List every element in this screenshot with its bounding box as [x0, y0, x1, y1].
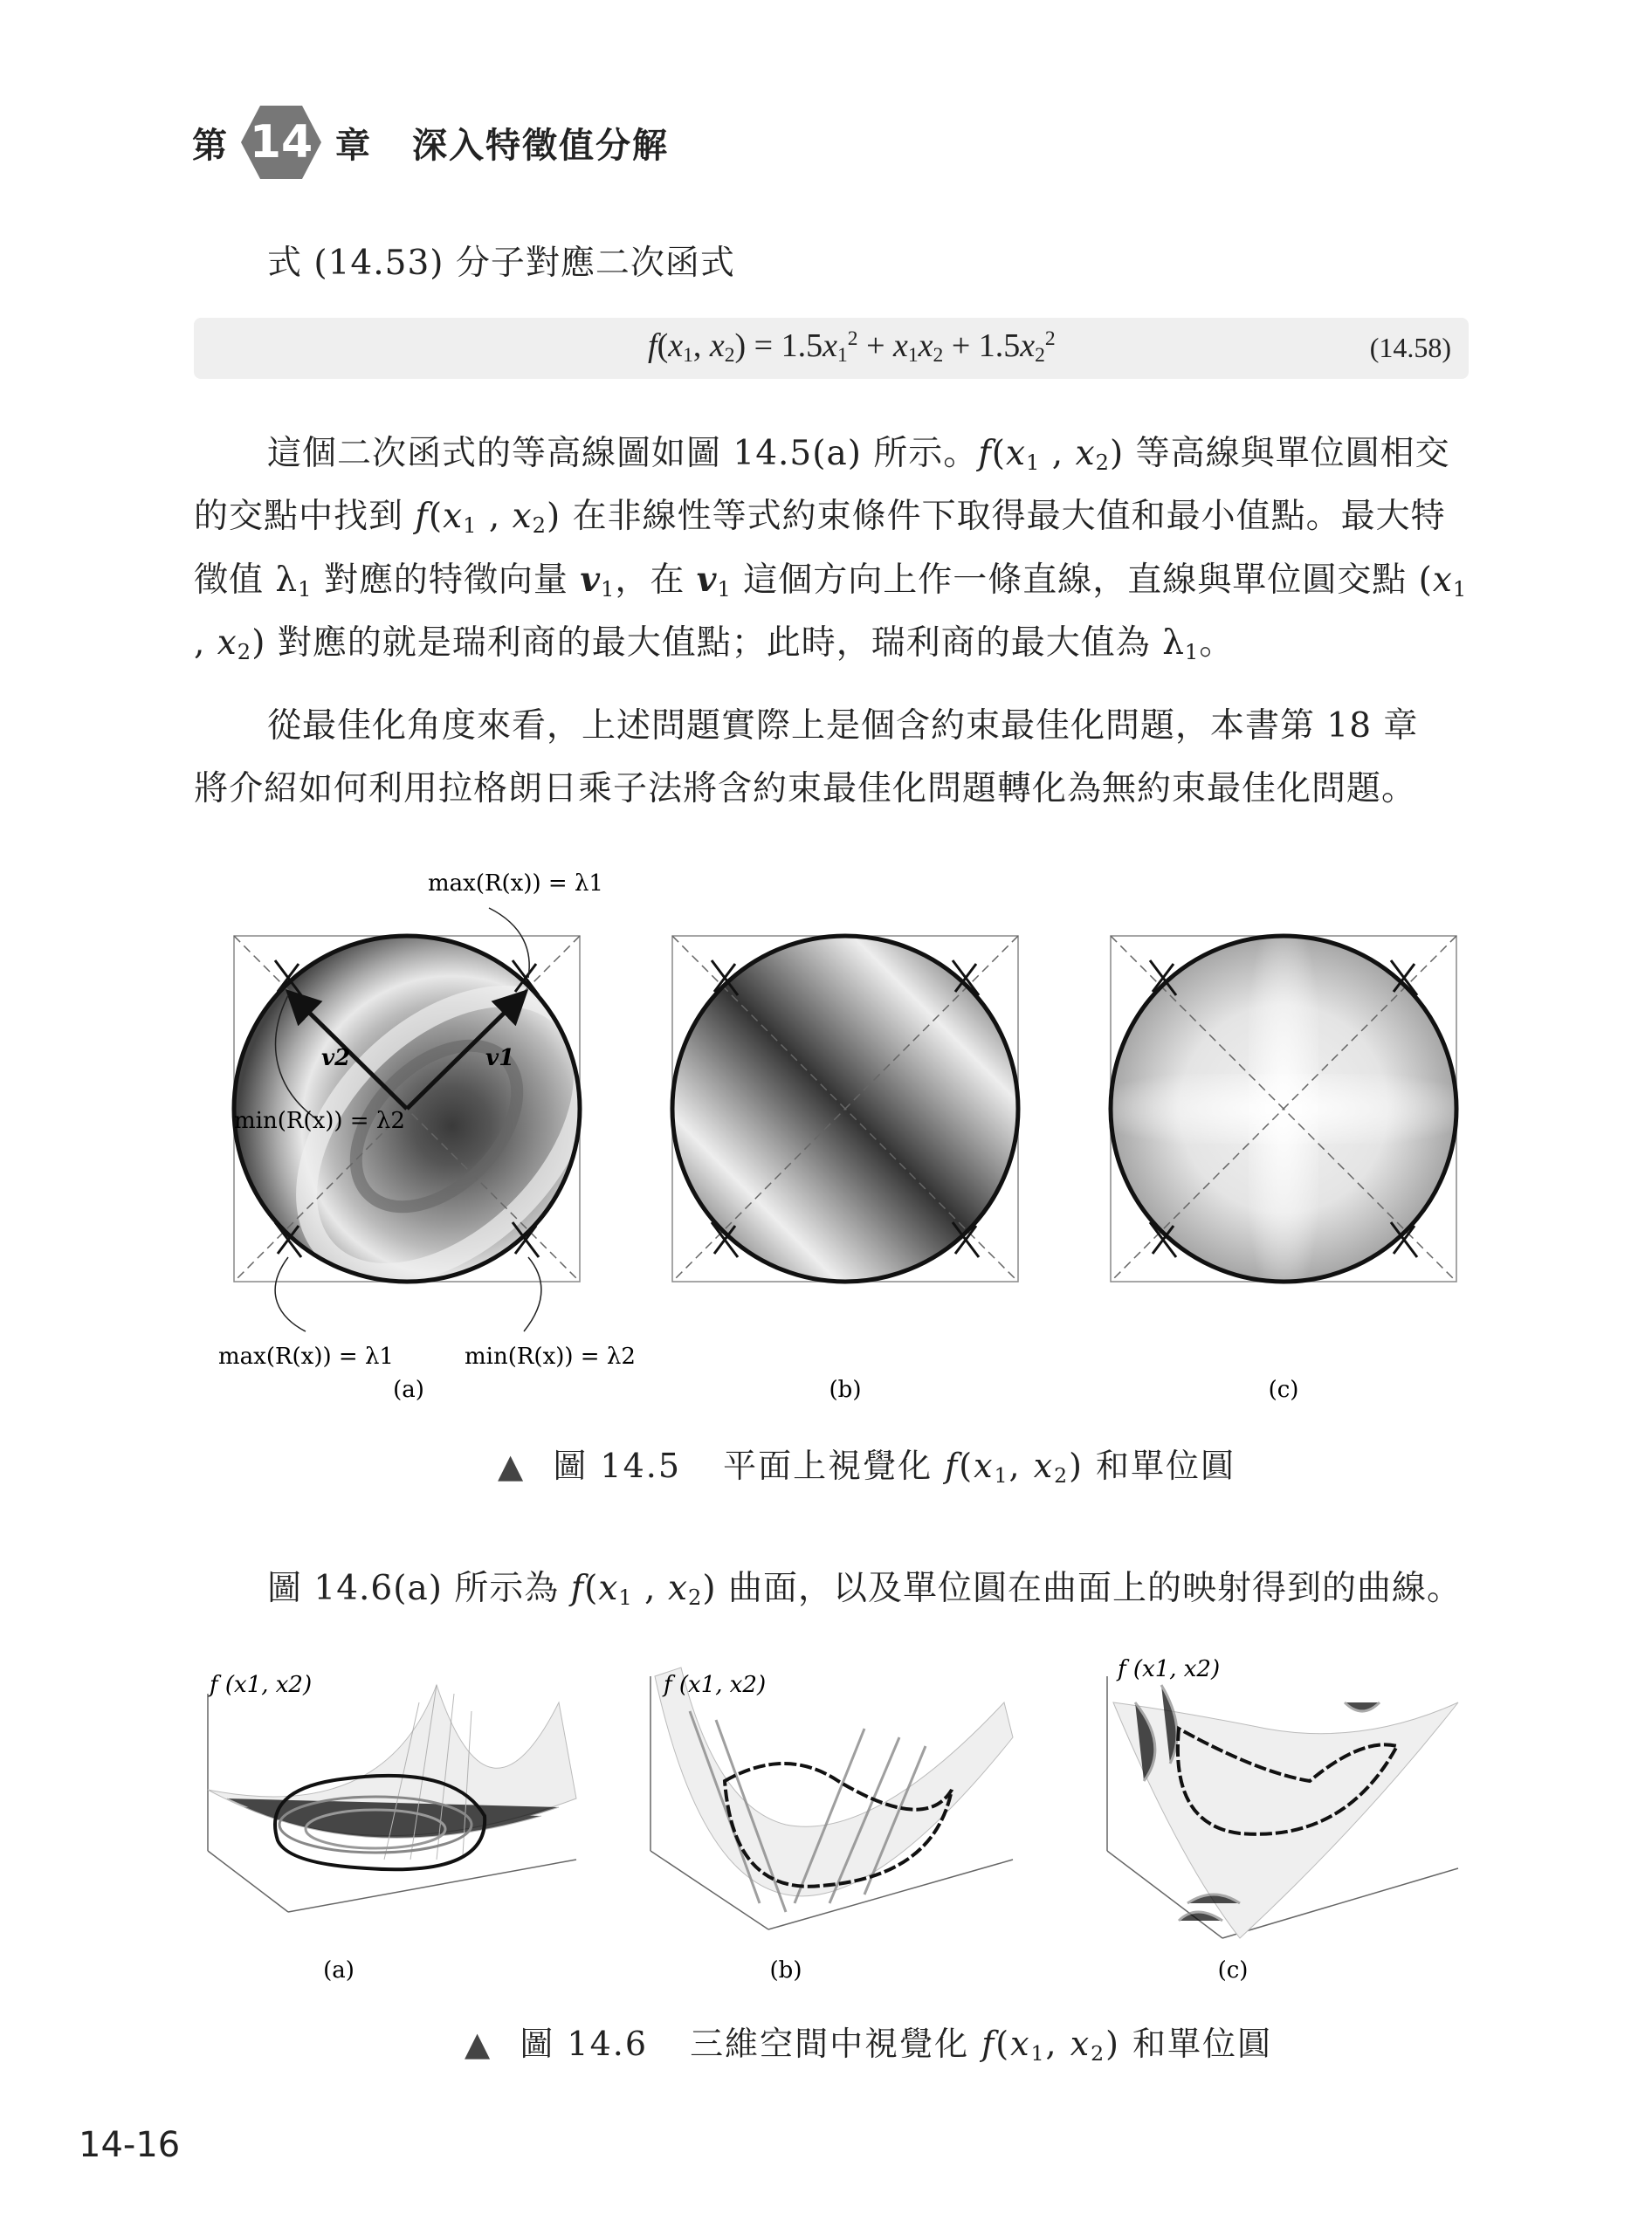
- surface-panel-a: [208, 1685, 576, 1912]
- fig6-axis-label-b: f (x1, x2): [664, 1672, 767, 1698]
- caption-label: 圖 14.6: [520, 2025, 649, 2063]
- chapter-number: 14: [249, 116, 313, 168]
- caption-14-6: [465, 2017, 1272, 2065]
- caption-label: 圖 14.5: [553, 1447, 682, 1485]
- text-segment: 平面上視覺化: [723, 1447, 946, 1485]
- chapter-number-badge: [239, 104, 323, 181]
- panel-b-contour: [672, 936, 1018, 1282]
- annotation-min-left: min(R(x)) = λ2: [234, 1108, 405, 1134]
- caption-text: 三維空間中視覺化 $f(x_1$, $x_2$) 和單位圓: [690, 2025, 1273, 2066]
- equation-formula: $f(x_1$, $x_2) = 1.5x_1^2 + x_1x_2 + 1.5x_2^2$: [648, 327, 1056, 367]
- equation-box: [194, 318, 1469, 379]
- fig6-axis-label-a: f (x1, x2): [210, 1672, 313, 1698]
- text-segment: 。: [1199, 623, 1235, 663]
- fig6-panel-label-a: (a): [323, 1957, 354, 1984]
- annotation-max-bottom: max(R(x)) = λ1: [218, 1344, 394, 1370]
- annotation-min-bottom: min(R(x)) = λ2: [465, 1344, 636, 1370]
- text-segment: ，在: [615, 560, 697, 600]
- annotation-max-top: max(R(x)) = λ1: [428, 870, 603, 897]
- paragraph-3: 圖 14.6(a) 所示為 $f(x_1$ , $x_2$) 曲面，以及單位圓在曲面上的映射得到的曲線。: [267, 1569, 1462, 1611]
- para1-line3: 徵值 $\lambda_1$ 對應的特徵向量 $v_1$，在 $v_1$ 這個方向上作一條直線，直線與單位圓交點 ($x_1$: [194, 560, 1468, 602]
- text-segment: 這個方向上作一條直線，直線與單位圓交點 (: [731, 560, 1433, 600]
- label-v2: v2: [321, 1045, 351, 1071]
- chapter-prefix: 第: [192, 125, 227, 166]
- text-segment: 曲面，以及單位圓在曲面上的映射得到的曲線。: [716, 1569, 1462, 1608]
- panel-c-contour: [1111, 936, 1456, 1282]
- figure-14-6: [0, 1650, 1652, 1999]
- text-segment: 和單位圓: [1119, 2025, 1273, 2063]
- surface-panel-c: [1107, 1676, 1458, 1938]
- page-number: 14-16: [79, 2125, 181, 2165]
- chapter-suffix: 章: [335, 125, 370, 166]
- paragraph-2: [194, 695, 1477, 821]
- text-segment: 等高線與單位圓相交: [1124, 434, 1450, 473]
- caption-text: 平面上視覺化 $f(x_1$, $x_2$) 和單位圓: [723, 1447, 1236, 1488]
- fig6-panel-label-b: (b): [769, 1957, 802, 1984]
- para1-line1: 這個二次函式的等高線圖如圖 14.5(a) 所示。$f(x_1$ , $x_2$) 等高線與單位圓相交: [267, 434, 1450, 476]
- intro-line: [267, 232, 735, 295]
- text-segment: 徵值: [194, 560, 276, 600]
- text-segment: 在非線性等式約束條件下取得最大值和最小值點。最大特: [561, 497, 1446, 536]
- text-segment: ,: [194, 623, 217, 663]
- intro-text: 式 (14.53) 分子對應二次函式: [267, 244, 735, 283]
- para1-line4: , $x_2$) 對應的就是瑞利商的最大值點；此時，瑞利商的最大值為 $\lambda_1$。: [194, 623, 1235, 665]
- caption-14-5: [498, 1439, 1236, 1487]
- triangle-icon: ▲: [465, 2025, 492, 2063]
- label-v1: v1: [485, 1045, 515, 1071]
- fig6-axis-label-c: f (x1, x2): [1118, 1656, 1221, 1682]
- surface-panel-b: [650, 1668, 1013, 1929]
- para1-line2: 的交點中找到 $f(x_1$ , $x_2$) 在非線性等式約束條件下取得最大值和最小值點。最大特: [194, 497, 1446, 539]
- para2-line1: 從最佳化角度來看，上述問題實際上是個含約束最佳化問題，本書第 18 章: [267, 706, 1419, 746]
- equation-number: (14.58): [1369, 332, 1451, 363]
- figure-14-5: [0, 856, 1652, 1414]
- text-segment: 對應的特徵向量: [312, 560, 581, 600]
- chapter-header: [192, 103, 669, 182]
- text-segment: ) 對應的就是瑞利商的最大值點；此時，瑞利商的最大值為: [251, 623, 1163, 663]
- fig5-panel-label-a: (a): [393, 1377, 424, 1403]
- text-segment: 這個二次函式的等高線圖如圖 14.5(a) 所示。: [267, 434, 979, 473]
- fig6-panel-label-c: (c): [1217, 1957, 1249, 1984]
- text-segment: 圖 14.6(a) 所示為: [267, 1569, 571, 1608]
- text-segment: 的交點中找到: [194, 497, 416, 536]
- fig5-panel-label-b: (b): [829, 1377, 862, 1403]
- para2-line2: 將介紹如何利用拉格朗日乘子法將含約束最佳化問題轉化為無約束最佳化問題。: [194, 769, 1417, 808]
- text-segment: 三維空間中視覺化: [690, 2025, 982, 2063]
- fig5-panel-label-c: (c): [1268, 1377, 1299, 1403]
- paragraph-1: [194, 423, 1477, 675]
- chapter-title: 深入特徵值分解: [412, 125, 669, 166]
- triangle-icon: ▲: [498, 1447, 526, 1485]
- text-segment: 和單位圓: [1083, 1447, 1236, 1485]
